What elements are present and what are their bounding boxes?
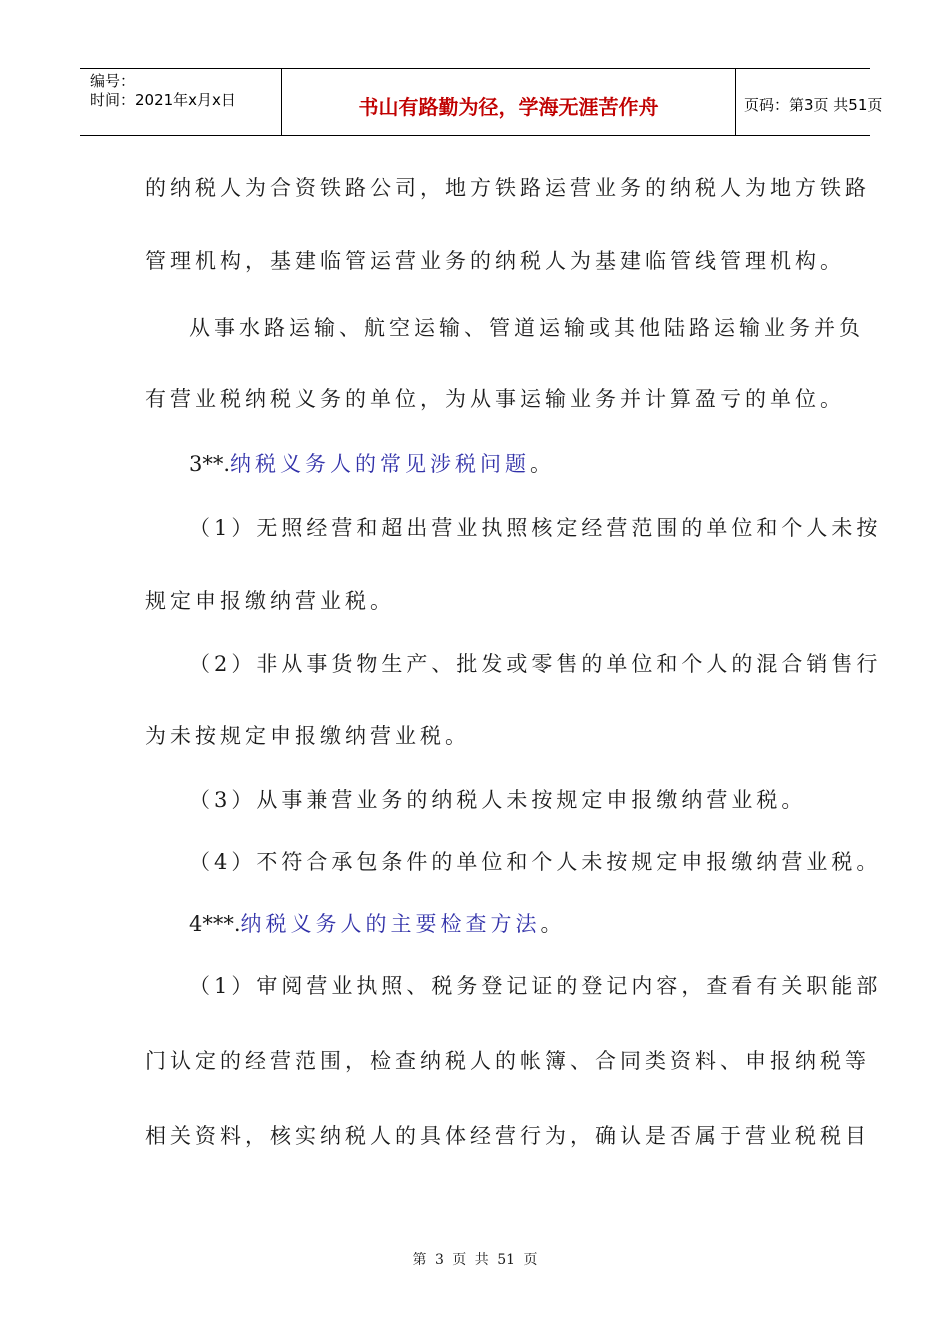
page-footer: 第 3 页 共 51 页 bbox=[412, 1252, 538, 1268]
body-line: 的纳税人为合资铁路公司，地方铁路运营业务的纳税人为地方铁路 bbox=[145, 176, 870, 200]
page-header bbox=[80, 68, 883, 136]
header-page-cell bbox=[736, 69, 883, 135]
section-heading-3 bbox=[189, 448, 555, 478]
document-time-label: 时间：2021年x月x日 bbox=[90, 91, 236, 109]
section-heading-number: 3**. bbox=[189, 452, 231, 476]
body-line: 为未按规定申报缴纳营业税。 bbox=[145, 724, 470, 748]
header-meta-cell bbox=[80, 69, 281, 135]
body-line: 有营业税纳税义务的单位，为从事运输业务并计算盈亏的单位。 bbox=[145, 387, 845, 411]
body-line: 规定申报缴纳营业税。 bbox=[145, 589, 395, 613]
section-heading-number: 4***. bbox=[189, 912, 241, 936]
body-line: 管理机构，基建临管运营业务的纳税人为基建临管线管理机构。 bbox=[145, 249, 845, 273]
body-line: （4）不符合承包条件的单位和个人未按规定申报缴纳营业税。 bbox=[189, 850, 882, 874]
document-number-label: 编号： bbox=[90, 72, 136, 90]
section-heading-end: 。 bbox=[540, 912, 566, 936]
body-line: （3）从事兼营业务的纳税人未按规定申报缴纳营业税。 bbox=[189, 788, 807, 812]
section-heading-4 bbox=[189, 908, 566, 938]
header-motto: 书山有路勤为径，学海无涯苦作舟 bbox=[358, 95, 659, 119]
section-heading-end: 。 bbox=[530, 452, 556, 476]
section-heading-text: 纳税义务人的主要检查方法 bbox=[240, 912, 541, 936]
body-line: 从事水路运输、航空运输、管道运输或其他陆路运输业务并负 bbox=[189, 316, 864, 340]
section-heading-text: 纳税义务人的常见涉税问题 bbox=[230, 452, 531, 476]
header-motto-cell bbox=[281, 69, 736, 135]
body-line: （1）审阅营业执照、税务登记证的登记内容，查看有关职能部 bbox=[189, 974, 882, 998]
header-page-info: 页码：第3页 共51页 bbox=[744, 96, 883, 114]
body-line: 门认定的经营范围，检查纳税人的帐簿、合同类资料、申报纳税等 bbox=[145, 1049, 870, 1073]
body-line: （2）非从事货物生产、批发或零售的单位和个人的混合销售行 bbox=[189, 652, 882, 676]
body-line: （1）无照经营和超出营业执照核定经营范围的单位和个人未按 bbox=[189, 516, 882, 540]
body-line: 相关资料，核实纳税人的具体经营行为，确认是否属于营业税税目 bbox=[145, 1124, 870, 1148]
